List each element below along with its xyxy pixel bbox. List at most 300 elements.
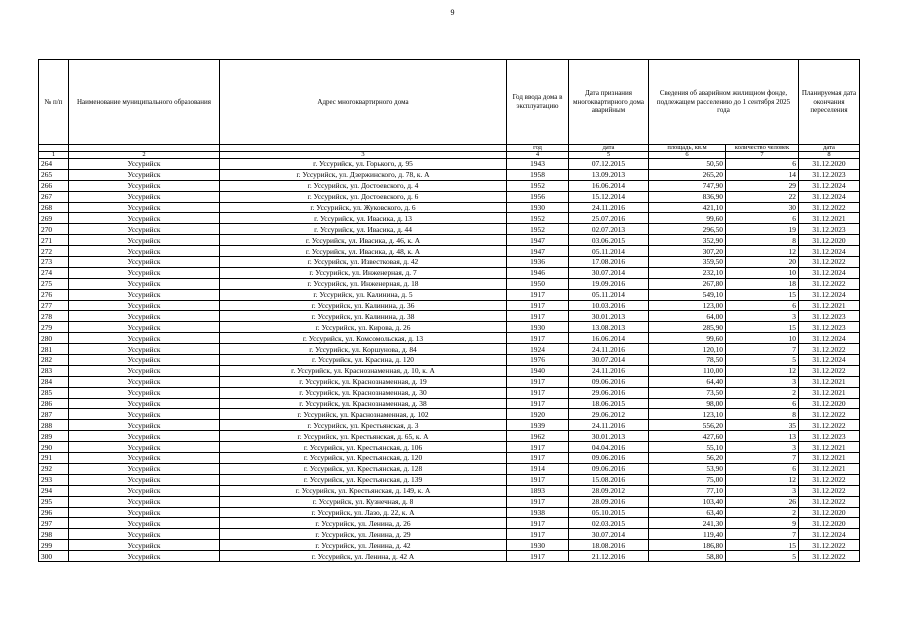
municipality-cell: Уссурийск [69,267,220,278]
date-recognized-cell: 09.06.2016 [569,376,649,387]
date-recognized-cell: 02.03.2015 [569,518,649,529]
table-row [39,213,860,224]
municipality-cell: Уссурийск [69,387,220,398]
row-number: 283 [39,365,69,376]
date-recognized-cell: 30.07.2014 [569,355,649,366]
address-cell: г. Уссурийск, ул. Крестьянская, д. 106 [220,442,507,453]
subheader-area: площадь, кв.м [649,145,726,152]
municipality-cell: Уссурийск [69,344,220,355]
table-row [39,300,860,311]
year-cell: 1962 [507,431,569,442]
people-cell: 3 [726,485,799,496]
municipality-cell: Уссурийск [69,518,220,529]
column-number: 8 [799,152,860,159]
table-row [39,453,860,464]
subheader-planned-date: дата [799,145,860,152]
date-recognized-cell: 04.04.2016 [569,442,649,453]
row-number: 281 [39,344,69,355]
planned-date-cell: 31.12.2020 [799,507,860,518]
area-cell: 123,10 [649,409,726,420]
date-recognized-cell: 30.01.2013 [569,311,649,322]
row-number: 266 [39,180,69,191]
people-cell: 18 [726,278,799,289]
table-row [39,518,860,529]
planned-date-cell: 31.12.2023 [799,322,860,333]
area-cell: 241,30 [649,518,726,529]
date-recognized-cell: 15.08.2016 [569,474,649,485]
municipality-cell: Уссурийск [69,235,220,246]
municipality-cell: Уссурийск [69,496,220,507]
header-date-recognized: Дата признания многоквартирного дома аварийным [569,60,649,145]
date-recognized-cell: 21.12.2016 [569,551,649,562]
address-cell: г. Уссурийск, ул. Известковая, д. 42 [220,257,507,268]
year-cell: 1930 [507,322,569,333]
date-recognized-cell: 05.10.2015 [569,507,649,518]
row-number: 289 [39,431,69,442]
date-recognized-cell: 13.08.2013 [569,322,649,333]
people-cell: 6 [726,159,799,170]
people-cell: 13 [726,431,799,442]
table-row [39,496,860,507]
date-recognized-cell: 02.07.2013 [569,224,649,235]
address-cell: г. Уссурийск, ул. Ленина, д. 29 [220,529,507,540]
date-recognized-cell: 24.11.2016 [569,344,649,355]
date-recognized-cell: 09.06.2016 [569,453,649,464]
address-cell: г. Уссурийск, ул. Инженерная, д. 18 [220,278,507,289]
area-cell: 267,80 [649,278,726,289]
subheader-people: количество человек [726,145,799,152]
planned-date-cell: 31.12.2020 [799,159,860,170]
row-number: 278 [39,311,69,322]
header-planned-date: Планируемая дата окончания переселения [799,60,860,145]
people-cell: 9 [726,518,799,529]
year-cell: 1917 [507,529,569,540]
people-cell: 6 [726,300,799,311]
page-number: 9 [450,8,455,17]
row-number: 269 [39,213,69,224]
table-row [39,159,860,170]
date-recognized-cell: 30.01.2013 [569,431,649,442]
people-cell: 3 [726,442,799,453]
row-number: 271 [39,235,69,246]
table-row [39,398,860,409]
municipality-cell: Уссурийск [69,453,220,464]
people-cell: 6 [726,213,799,224]
area-cell: 63,40 [649,507,726,518]
row-number: 265 [39,169,69,180]
area-cell: 427,60 [649,431,726,442]
people-cell: 14 [726,169,799,180]
planned-date-cell: 31.12.2022 [799,344,860,355]
area-cell: 99,60 [649,333,726,344]
municipality-cell: Уссурийск [69,540,220,551]
row-number: 270 [39,224,69,235]
address-cell: г. Уссурийск, ул. Горького, д. 95 [220,159,507,170]
row-number: 285 [39,387,69,398]
year-cell: 1946 [507,267,569,278]
date-recognized-cell: 19.09.2016 [569,278,649,289]
people-cell: 7 [726,529,799,540]
row-number: 290 [39,442,69,453]
row-number: 275 [39,278,69,289]
year-cell: 1920 [507,409,569,420]
municipality-cell: Уссурийск [69,257,220,268]
area-cell: 186,80 [649,540,726,551]
table-row [39,431,860,442]
planned-date-cell: 31.12.2022 [799,485,860,496]
subheader-empty [39,145,69,152]
municipality-cell: Уссурийск [69,463,220,474]
year-cell: 1917 [507,289,569,300]
municipality-cell: Уссурийск [69,431,220,442]
area-cell: 98,00 [649,398,726,409]
table-row [39,529,860,540]
date-recognized-cell: 05.11.2014 [569,246,649,257]
year-cell: 1917 [507,376,569,387]
date-recognized-cell: 03.06.2015 [569,235,649,246]
address-cell: г. Уссурийск, ул. Краснознаменная, д. 102 [220,409,507,420]
year-cell: 1917 [507,333,569,344]
subheader-empty [69,145,220,152]
area-cell: 110,00 [649,365,726,376]
row-number: 291 [39,453,69,464]
date-recognized-cell: 24.11.2016 [569,202,649,213]
people-cell: 5 [726,551,799,562]
area-cell: 123,00 [649,300,726,311]
subheader-year: год [507,145,569,152]
year-cell: 1952 [507,213,569,224]
address-cell: г. Уссурийск, ул. Калинина, д. 36 [220,300,507,311]
address-cell: г. Уссурийск, ул. Крестьянская, д. 149, к. А [220,485,507,496]
row-number: 273 [39,257,69,268]
planned-date-cell: 31.12.2021 [799,442,860,453]
address-cell: г. Уссурийск, ул. Кузнечная, д. 8 [220,496,507,507]
table-row [39,235,860,246]
table-row [39,289,860,300]
planned-date-cell: 31.12.2022 [799,257,860,268]
column-number: 5 [569,152,649,159]
area-cell: 556,20 [649,420,726,431]
year-cell: 1950 [507,278,569,289]
address-cell: г. Уссурийск, ул. Лазо, д. 22, к. А [220,507,507,518]
table-row [39,311,860,322]
people-cell: 6 [726,463,799,474]
address-cell: г. Уссурийск, ул. Крестьянская, д. 3 [220,420,507,431]
header-year: Год ввода дома в эксплуатацию [507,60,569,145]
people-cell: 3 [726,311,799,322]
area-cell: 352,90 [649,235,726,246]
date-recognized-cell: 30.07.2014 [569,267,649,278]
row-number: 277 [39,300,69,311]
table-row [39,507,860,518]
column-number: 6 [649,152,726,159]
row-number: 292 [39,463,69,474]
date-recognized-cell: 28.09.2012 [569,485,649,496]
row-number: 272 [39,246,69,257]
table-row [39,333,860,344]
year-cell: 1917 [507,300,569,311]
address-cell: г. Уссурийск, ул. Кирова, д. 26 [220,322,507,333]
planned-date-cell: 31.12.2022 [799,365,860,376]
planned-date-cell: 31.12.2024 [799,529,860,540]
date-recognized-cell: 29.06.2012 [569,409,649,420]
people-cell: 30 [726,202,799,213]
people-cell: 7 [726,453,799,464]
date-recognized-cell: 10.03.2016 [569,300,649,311]
people-cell: 5 [726,355,799,366]
year-cell: 1917 [507,311,569,322]
area-cell: 296,50 [649,224,726,235]
table-row [39,485,860,496]
row-number: 279 [39,322,69,333]
table-row [39,322,860,333]
people-cell: 6 [726,398,799,409]
table-row [39,180,860,191]
planned-date-cell: 31.12.2024 [799,191,860,202]
table-row [39,169,860,180]
date-recognized-cell: 13.09.2013 [569,169,649,180]
emergency-housing-table [38,59,860,562]
planned-date-cell: 31.12.2021 [799,387,860,398]
row-number: 264 [39,159,69,170]
row-number: 298 [39,529,69,540]
address-cell: г. Уссурийск, ул. Ленина, д. 42 А [220,551,507,562]
municipality-cell: Уссурийск [69,551,220,562]
row-number: 294 [39,485,69,496]
header-municipality: Наименование муниципального образования [69,60,220,145]
people-cell: 10 [726,267,799,278]
people-cell: 8 [726,409,799,420]
people-cell: 10 [726,333,799,344]
header-address: Адрес многоквартирного дома [220,60,507,145]
row-number: 268 [39,202,69,213]
planned-date-cell: 31.12.2024 [799,267,860,278]
area-cell: 64,40 [649,376,726,387]
people-cell: 8 [726,235,799,246]
address-cell: г. Уссурийск, ул. Крестьянская, д. 139 [220,474,507,485]
year-cell: 1917 [507,474,569,485]
table-row [39,257,860,268]
table-row [39,463,860,474]
municipality-cell: Уссурийск [69,246,220,257]
year-cell: 1930 [507,540,569,551]
header-num: № п/п [39,60,69,145]
area-cell: 50,50 [649,159,726,170]
table-row [39,191,860,202]
year-cell: 1924 [507,344,569,355]
row-number: 300 [39,551,69,562]
people-cell: 2 [726,507,799,518]
area-cell: 75,00 [649,474,726,485]
municipality-cell: Уссурийск [69,474,220,485]
table-row [39,387,860,398]
area-cell: 77,10 [649,485,726,496]
planned-date-cell: 31.12.2024 [799,180,860,191]
planned-date-cell: 31.12.2023 [799,169,860,180]
area-cell: 836,90 [649,191,726,202]
date-recognized-cell: 24.11.2016 [569,420,649,431]
people-cell: 12 [726,365,799,376]
area-cell: 119,40 [649,529,726,540]
year-cell: 1936 [507,257,569,268]
address-cell: г. Уссурийск, ул. Калинина, д. 38 [220,311,507,322]
year-cell: 1914 [507,463,569,474]
area-cell: 103,40 [649,496,726,507]
table-body [39,159,860,562]
table-row [39,474,860,485]
year-cell: 1938 [507,507,569,518]
area-cell: 53,90 [649,463,726,474]
people-cell: 35 [726,420,799,431]
municipality-cell: Уссурийск [69,442,220,453]
year-cell: 1940 [507,365,569,376]
header-housing-info: Сведения об аварийном жилищном фонде, подлежащем расселению до 1 сентября 2025 года [649,60,799,145]
column-number: 1 [39,152,69,159]
table-row [39,376,860,387]
area-cell: 265,20 [649,169,726,180]
municipality-cell: Уссурийск [69,202,220,213]
area-cell: 232,10 [649,267,726,278]
year-cell: 1917 [507,518,569,529]
date-recognized-cell: 25.07.2016 [569,213,649,224]
area-cell: 58,80 [649,551,726,562]
table-row [39,365,860,376]
area-cell: 120,10 [649,344,726,355]
people-cell: 15 [726,289,799,300]
planned-date-cell: 31.12.2020 [799,398,860,409]
date-recognized-cell: 16.06.2014 [569,180,649,191]
date-recognized-cell: 09.06.2016 [569,463,649,474]
year-cell: 1947 [507,235,569,246]
municipality-cell: Уссурийск [69,485,220,496]
address-cell: г. Уссурийск, ул. Ивасика, д. 48, к. А [220,246,507,257]
planned-date-cell: 31.12.2022 [799,496,860,507]
municipality-cell: Уссурийск [69,278,220,289]
year-cell: 1893 [507,485,569,496]
municipality-cell: Уссурийск [69,169,220,180]
table-row [39,540,860,551]
address-cell: г. Уссурийск, ул. Дзержинского, д. 78, к. А [220,169,507,180]
area-cell: 285,90 [649,322,726,333]
people-cell: 22 [726,191,799,202]
area-cell: 359,50 [649,257,726,268]
row-number: 287 [39,409,69,420]
year-cell: 1917 [507,453,569,464]
municipality-cell: Уссурийск [69,409,220,420]
area-cell: 55,10 [649,442,726,453]
address-cell: г. Уссурийск, ул. Красина, д. 120 [220,355,507,366]
municipality-cell: Уссурийск [69,365,220,376]
municipality-cell: Уссурийск [69,529,220,540]
planned-date-cell: 31.12.2024 [799,289,860,300]
planned-date-cell: 31.12.2023 [799,431,860,442]
address-cell: г. Уссурийск, ул. Комсомольская, д. 13 [220,333,507,344]
table-row [39,224,860,235]
column-number: 2 [69,152,220,159]
planned-date-cell: 31.12.2024 [799,355,860,366]
date-recognized-cell: 15.12.2014 [569,191,649,202]
area-cell: 73,50 [649,387,726,398]
year-cell: 1947 [507,246,569,257]
address-cell: г. Уссурийск, ул. Достоевского, д. 6 [220,191,507,202]
date-recognized-cell: 18.08.2016 [569,540,649,551]
row-number: 282 [39,355,69,366]
row-number: 297 [39,518,69,529]
table-row [39,267,860,278]
subheader-empty [220,145,507,152]
date-recognized-cell: 30.07.2014 [569,529,649,540]
people-cell: 15 [726,322,799,333]
year-cell: 1917 [507,551,569,562]
area-cell: 549,10 [649,289,726,300]
column-number: 7 [726,152,799,159]
row-number: 288 [39,420,69,431]
year-cell: 1917 [507,442,569,453]
address-cell: г. Уссурийск, ул. Достоевского, д. 4 [220,180,507,191]
year-cell: 1917 [507,496,569,507]
table-row [39,344,860,355]
planned-date-cell: 31.12.2022 [799,278,860,289]
planned-date-cell: 31.12.2021 [799,376,860,387]
year-cell: 1917 [507,387,569,398]
column-number: 3 [220,152,507,159]
date-recognized-cell: 16.06.2014 [569,333,649,344]
column-number: 4 [507,152,569,159]
address-cell: г. Уссурийск, ул. Краснознаменная, д. 38 [220,398,507,409]
area-cell: 64,00 [649,311,726,322]
address-cell: г. Уссурийск, ул. Калинина, д. 5 [220,289,507,300]
municipality-cell: Уссурийск [69,191,220,202]
municipality-cell: Уссурийск [69,355,220,366]
year-cell: 1976 [507,355,569,366]
planned-date-cell: 31.12.2021 [799,213,860,224]
people-cell: 29 [726,180,799,191]
planned-date-cell: 31.12.2024 [799,246,860,257]
area-cell: 99,60 [649,213,726,224]
table-row [39,442,860,453]
municipality-cell: Уссурийск [69,213,220,224]
municipality-cell: Уссурийск [69,398,220,409]
row-number: 276 [39,289,69,300]
row-number: 280 [39,333,69,344]
row-number: 299 [39,540,69,551]
people-cell: 12 [726,474,799,485]
planned-date-cell: 31.12.2024 [799,333,860,344]
planned-date-cell: 31.12.2023 [799,224,860,235]
planned-date-cell: 31.12.2022 [799,202,860,213]
planned-date-cell: 31.12.2020 [799,518,860,529]
municipality-cell: Уссурийск [69,420,220,431]
area-cell: 421,10 [649,202,726,213]
people-cell: 2 [726,387,799,398]
header-row [39,60,860,145]
row-number: 295 [39,496,69,507]
date-recognized-cell: 17.08.2016 [569,257,649,268]
row-number: 293 [39,474,69,485]
date-recognized-cell: 29.06.2016 [569,387,649,398]
table-row [39,246,860,257]
municipality-cell: Уссурийск [69,322,220,333]
people-cell: 7 [726,344,799,355]
date-recognized-cell: 24.11.2016 [569,365,649,376]
planned-date-cell: 31.12.2022 [799,420,860,431]
address-cell: г. Уссурийск, ул. Ивасика, д. 44 [220,224,507,235]
address-cell: г. Уссурийск, ул. Краснознаменная, д. 10, к. А [220,365,507,376]
year-cell: 1939 [507,420,569,431]
planned-date-cell: 31.12.2022 [799,474,860,485]
people-cell: 15 [726,540,799,551]
row-number: 296 [39,507,69,518]
